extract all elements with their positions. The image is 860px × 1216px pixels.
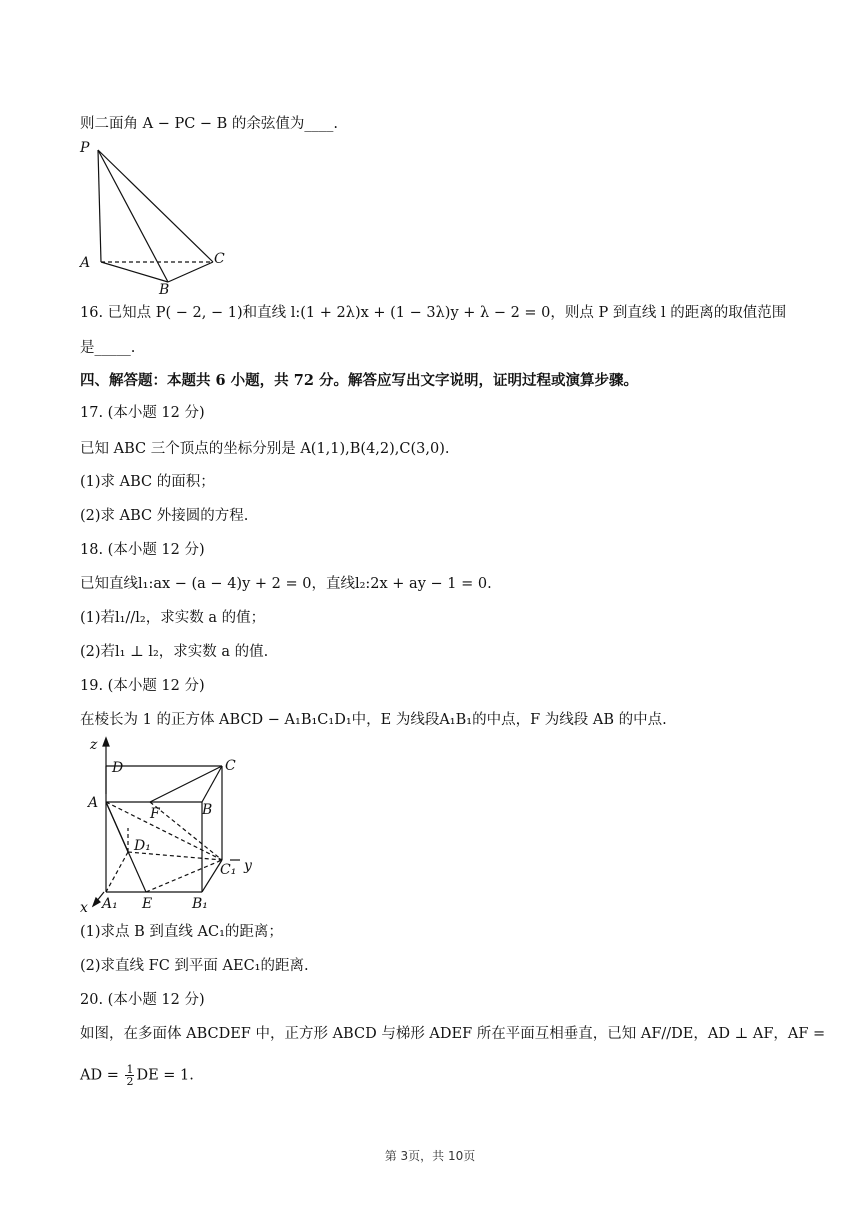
label-c1: C₁ [220,862,237,878]
q16-line2: 是_____. [80,340,136,356]
label-a: A [88,795,99,811]
q18-part2: (2)若l₁ ⊥ l₂，求实数 a 的值. [80,644,269,660]
segment-fc [150,766,222,802]
q17-stem: 已知 ABC 三个顶点的坐标分别是 A(1,1),B(4,2),C(3,0). [80,441,450,457]
label-c: C [214,251,225,267]
q20-head: 20. (本小题 12 分) [80,992,205,1008]
label-z: z [90,737,98,753]
section-heading: 四、解答题：本题共 6 小题，共 72 分。解答应写出文字说明，证明过程或演算步骤。 [80,372,638,389]
q18-stem: 已知直线l₁:ax − (a − 4)y + 2 = 0，直线l₂:2x + ay − 1 = 0. [80,576,492,592]
page-footer: 第 3页，共 10页 [384,1149,476,1163]
q19-part2: (2)求直线 FC 到平面 AEC₁的距离. [80,958,309,974]
fraction-numerator: 1 [126,1063,134,1076]
q19-head: 19. (本小题 12 分) [80,678,205,694]
edge-pc [98,150,213,262]
label-d: D [112,760,124,776]
q15-tail: 则二面角 A − PC − B 的余弦值为____. [80,116,339,132]
q20-line2-post: DE = 1. [136,1067,194,1084]
edge-d1a1 [106,852,128,892]
label-c: C [225,758,236,774]
segment-ec1 [146,860,222,892]
figure-tetrahedron [72,136,242,296]
q16-line1: 16. 已知点 P( − 2, − 1)和直线 l:(1 + 2λ)x + (1 − 3λ)y + λ − 2 = 0，则点 P 到直线 l 的距离的取值范围 [80,305,787,321]
edge-bc [168,262,213,282]
label-y: y [244,858,252,874]
label-d1: D₁ [134,838,151,854]
q20-stem: 如图，在多面体 ABCDEF 中，正方形 ABCD 与梯形 ADEF 所在平面互相垂直，已知 AF//DE，AD ⊥ AF，AF = [80,1026,826,1042]
fraction-denominator: 2 [126,1075,134,1088]
label-x: x [80,900,88,914]
q17-part2: (2)求 ABC 外接圆的方程. [80,508,249,524]
q19-stem: 在棱长为 1 的正方体 ABCD − A₁B₁C₁D₁中，E 为线段A₁B₁的中点，F 为线段 AB 的中点. [80,712,667,728]
fraction [125,1064,134,1087]
label-a: A [80,255,91,271]
label-b: B [202,802,213,818]
q19-part1: (1)求点 B 到直线 AC₁的距离； [80,924,283,940]
q18-part1: (1)若l₁//l₂，求实数 a 的值； [80,610,266,626]
edge-pa [98,150,101,262]
edge-ab [101,262,168,282]
figure-cube [72,734,272,914]
label-p: P [80,140,90,156]
label-b1: B₁ [192,896,208,912]
label-b: B [159,282,170,296]
label-a1: A₁ [102,896,118,912]
z-arrow [103,738,109,746]
q17-head: 17. (本小题 12 分) [80,405,205,421]
label-e: E [142,896,153,912]
q20-line2-pre: AD = [80,1067,124,1084]
segment-a-inner [106,802,128,852]
q18-head: 18. (本小题 12 分) [80,542,205,558]
label-f: F [150,806,160,822]
q20-line2 [80,1064,194,1087]
q17-part1: (1)求 ABC 的面积； [80,474,215,490]
